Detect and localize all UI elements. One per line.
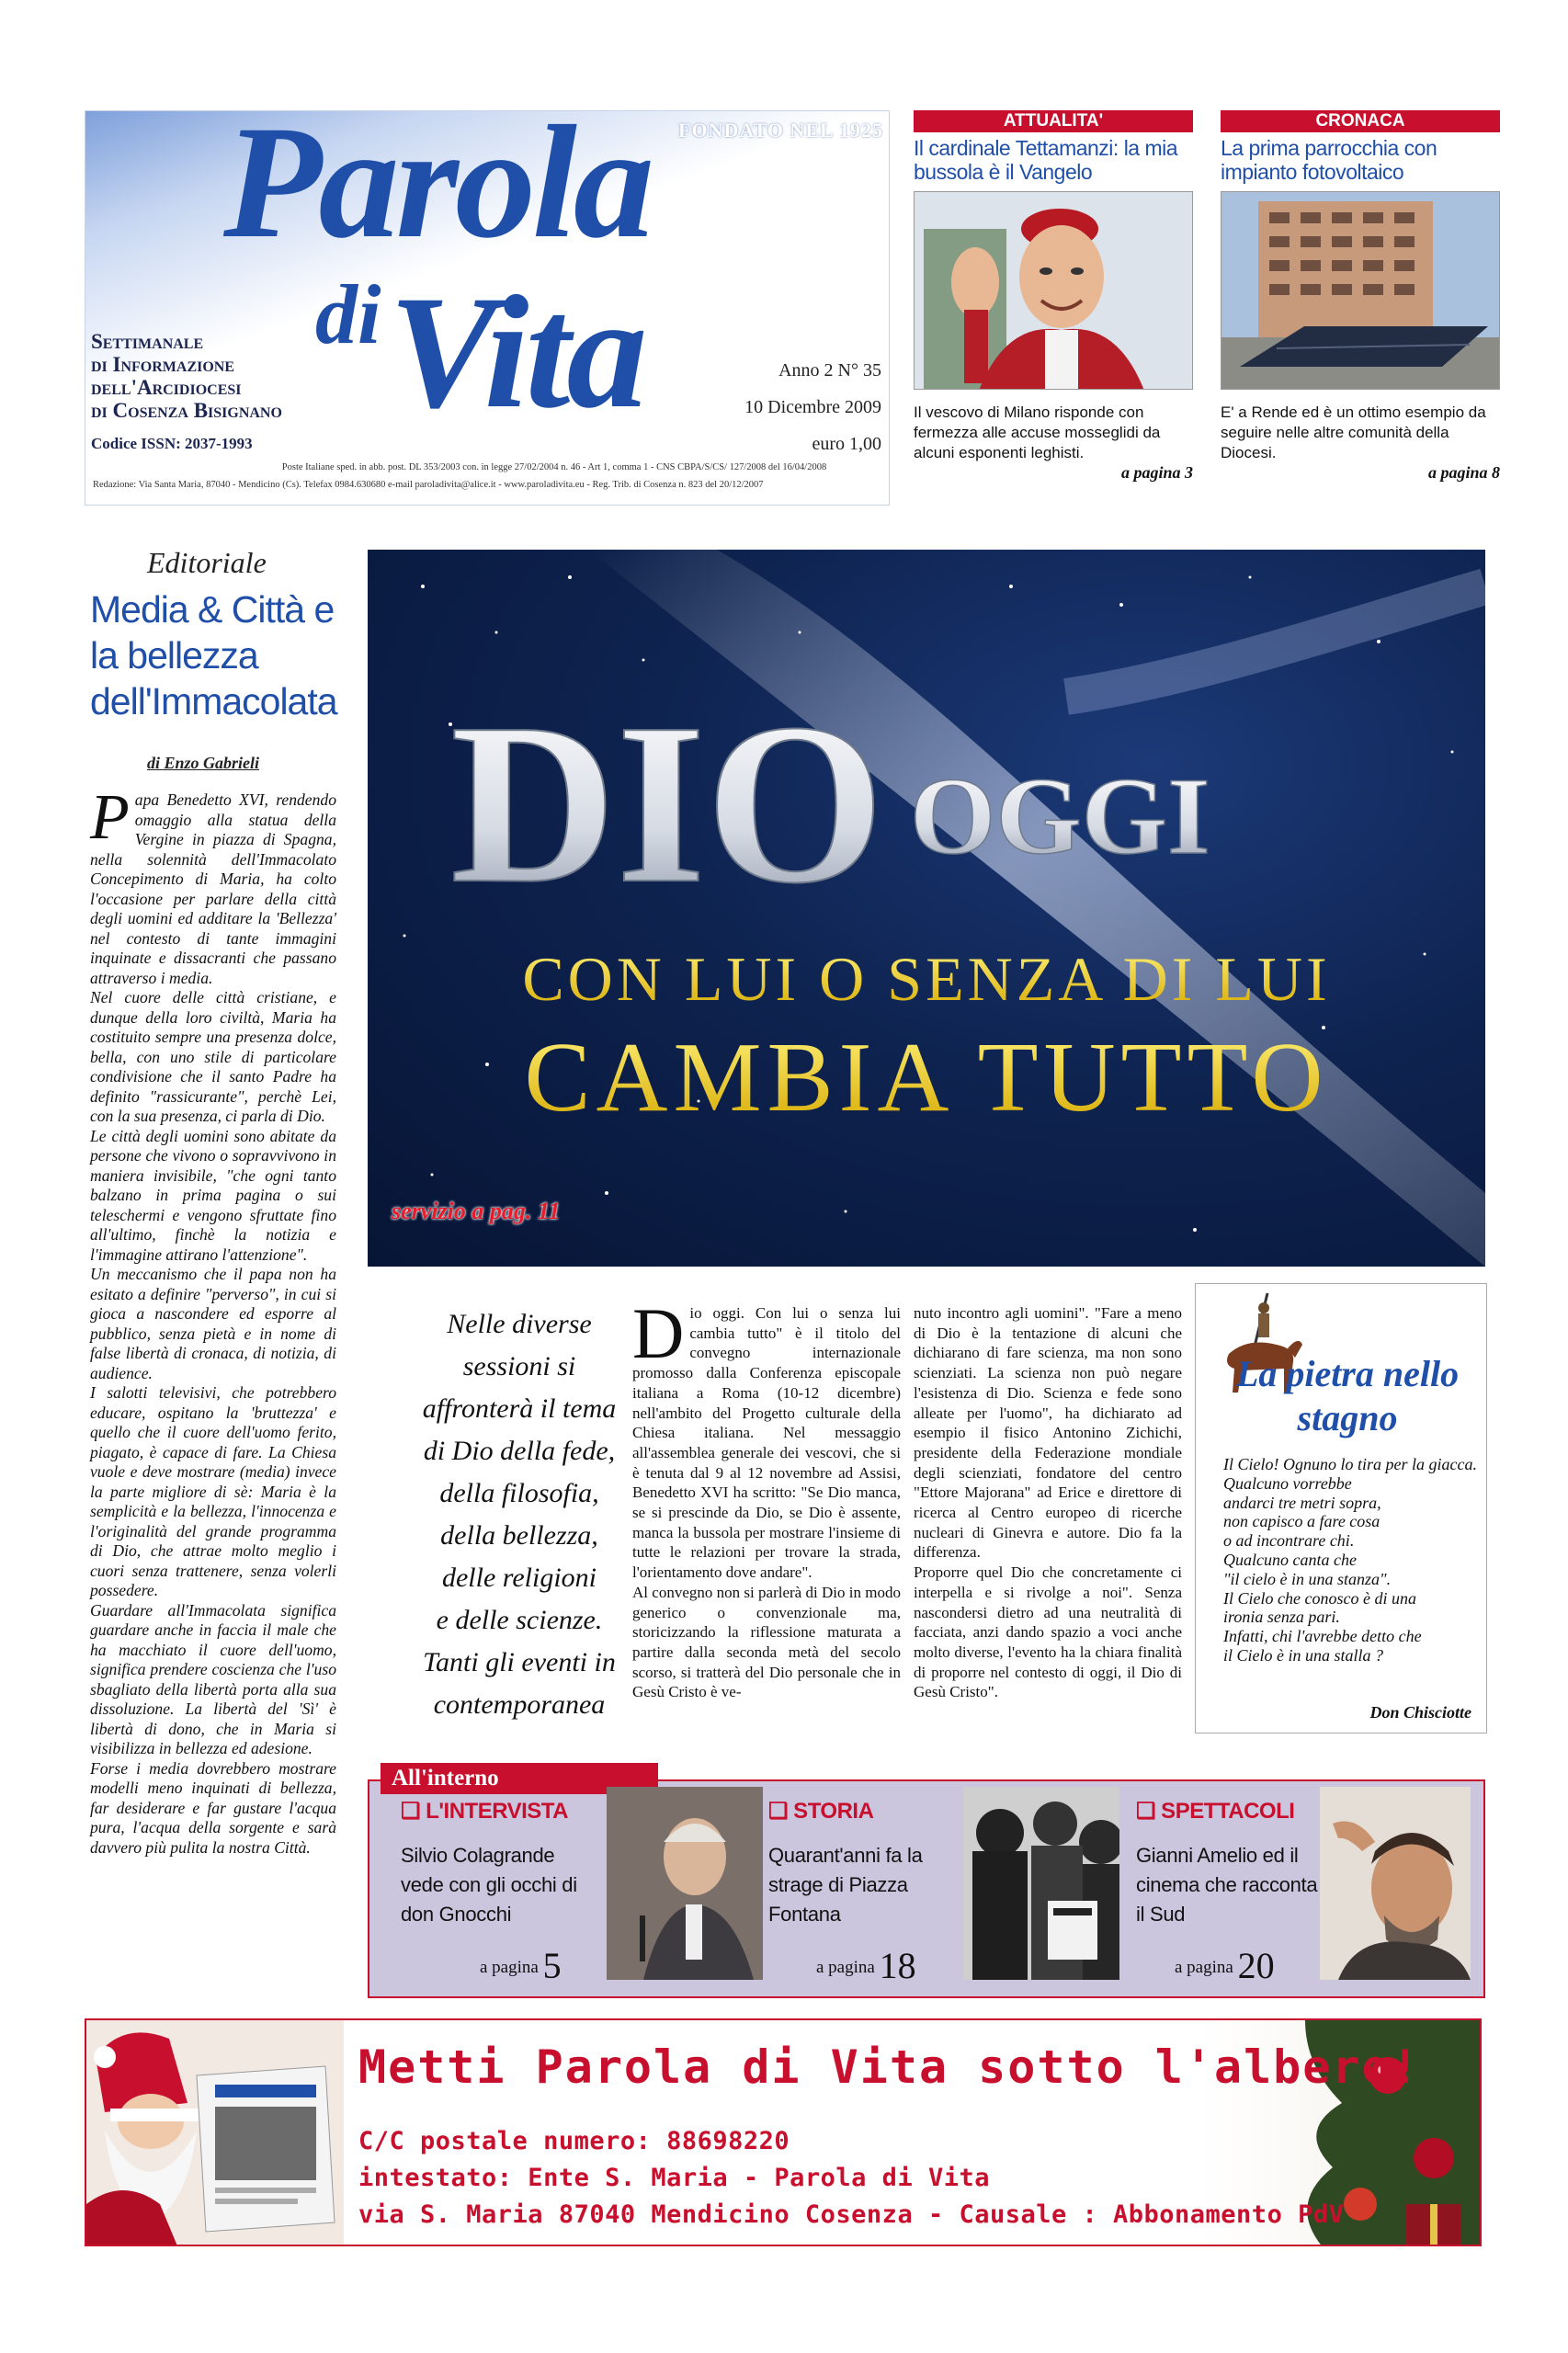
- news-title[interactable]: Il cardinale Tettamanzi: la mia bussola è il Vangelo: [914, 136, 1178, 184]
- page-ref-20[interactable]: [1175, 1944, 1275, 1987]
- pietra-signature: Don Chisciotte: [1369, 1703, 1471, 1722]
- postal-notice: Poste Italiane sped. in abb. post. DL 353/2003 con. in legge 27/02/2004 n. 46 - Art 1, comma 1 - CNS CBPA/S/CS/ 127/2008 del 16/04/2008: [281, 462, 827, 472]
- news-summary: E' a Rende ed è un ottimo esempio da seguire nelle altre comunità della Diocesi.: [1221, 404, 1486, 461]
- cardinal-illustration: [915, 192, 1193, 390]
- inside-box: [368, 1766, 1485, 1998]
- inside-tab: All'interno: [381, 1763, 658, 1794]
- banner-postal-account: C/C postale numero: 88698220: [358, 2127, 790, 2155]
- editorial-office: Redazione: Via Santa Maria, 87040 - Mendicino (Cs). Telefax 0984.630680 e-mail paroladivita@alice.it - www.paroladivita.eu - Reg. Trib. di Cosenza n. 823 del 20/12/2007: [93, 480, 764, 490]
- amelio-photo: [1320, 1787, 1471, 1980]
- pietra-title: La pietra nello stagno: [1235, 1353, 1460, 1438]
- editorial-label: Editoriale: [147, 546, 267, 579]
- pull-quote: Nelle diverse sessioni si affronterà il tema di Dio della fede, della filosofia, della bellezza, delle religioni e delle scienze. Tanti gli eventi in contemporanea: [422, 1309, 617, 1720]
- santa-newspaper-icon: [86, 2020, 344, 2246]
- subscription-banner[interactable]: [85, 2018, 1482, 2246]
- hero-line1-text: CON LUI O SENZA DI LUI: [522, 944, 1331, 1014]
- issue-info: [744, 352, 881, 462]
- banner-address: via S. Maria 87040 Mendicino Cosenza - Causale : Abbonamento PdV: [358, 2200, 1345, 2229]
- section-heading: ❑ L'INTERVISTA: [401, 1799, 569, 1824]
- cinema-illustration: [1320, 1787, 1471, 1980]
- section-bar: CRONACA: [1221, 110, 1500, 132]
- news-cronaca[interactable]: [1221, 110, 1500, 483]
- article-column-1: [632, 1293, 901, 1702]
- masthead-subtitle: [91, 330, 282, 422]
- news-summary: Il vescovo di Milano risponde con fermezza alle accuse mosseglidi da alcuni esponenti leghisti.: [914, 404, 1161, 461]
- issue-number: Anno 2 N° 35: [778, 360, 881, 381]
- news-attualita[interactable]: [914, 110, 1193, 483]
- banner-title: Metti Parola di Vita sotto l'albero!: [358, 2040, 1421, 2094]
- subtitle-line: di Cosenza Bisignano: [91, 399, 282, 422]
- page-ref[interactable]: a pagina 8: [1427, 463, 1500, 482]
- page-ref-label: a pagina: [480, 1958, 539, 1977]
- section-teaser[interactable]: Silvio Colagrande vede con gli occhi di don Gnocchi: [401, 1844, 577, 1926]
- masthead: [85, 110, 890, 506]
- history-illustration: [963, 1787, 1119, 1980]
- subtitle-line: dell'Arcidiocesi: [91, 376, 242, 399]
- cardinal-photo: [914, 191, 1193, 390]
- issue-date: 10 Dicembre 2009: [744, 397, 881, 417]
- section-heading: ❑ SPETTACOLI: [1136, 1799, 1295, 1824]
- hero-image[interactable]: [368, 550, 1485, 1267]
- page-ref-label: a pagina: [1175, 1958, 1233, 1977]
- article-column-2: nuto incontro agli uomini". "Fare a meno di Dio è la tentazione di alcuni che dichiarano di fare scienza, ma non sono scienziati. La scienza non può negare l'esistenza di Dio. Scienza e fede sono alleate per l'uomo", ha dichiarato ad esempio il fisico Antonino Zichichi, presidente della Federazione mondiale degli scienziati, fondatore del centro "Ettore Majorana" ad Erice e direttore di ricerca al Centro europeo di ricerche nucleari di Ginevra e autore. Dio fa la differenza. Proporre quel Dio che concretamente ci interpella e si rivolge a noi". Senza nascondersi dietro ad una neutralità di facciata, anzi dando spazio a voci anche molto diverse, l'evento ha la chiara finalità di proporre nel contesto di oggi, il Dio di Gesù Cristo".: [914, 1304, 1182, 1701]
- issue-price: euro 1,00: [812, 434, 881, 454]
- editorial-body: [90, 782, 336, 1858]
- editorial-author: di Enzo Gabrieli: [147, 754, 260, 772]
- section-heading: ❑ STORIA: [768, 1799, 874, 1824]
- hero-dio-text: DIO: [450, 676, 885, 931]
- parish-photo: [1221, 191, 1500, 390]
- issn-code: Codice ISSN: 2037-1993: [91, 435, 253, 452]
- piazza-fontana-photo: [963, 1787, 1119, 1980]
- hero-page-ref[interactable]: servizio a pag. 11: [392, 1198, 561, 1224]
- founded-label: FONDATO NEL 1925: [678, 119, 883, 142]
- masthead-title-di: di: [315, 267, 381, 361]
- hero-line2-text: CAMBIA TUTTO: [524, 1023, 1329, 1132]
- drop-cap: P: [90, 782, 130, 853]
- comet-sky-illustration: [368, 550, 1485, 1267]
- section-teaser[interactable]: Quarant'anni fa la strage di Piazza Fontana: [768, 1844, 923, 1926]
- masthead-title-parola: Parola: [223, 110, 651, 272]
- page-ref[interactable]: a pagina 3: [1120, 463, 1193, 482]
- banner-intestato: intestato: Ente S. Maria - Parola di Vita: [358, 2164, 990, 2192]
- page-ref-18[interactable]: [816, 1944, 916, 1987]
- page-ref-number: 20: [1237, 1945, 1275, 1986]
- section-bar: ATTUALITA': [914, 110, 1193, 132]
- pietra-box: [1195, 1283, 1487, 1733]
- section-teaser[interactable]: Gianni Amelio ed il cinema che racconta il Sud: [1136, 1844, 1318, 1926]
- page-ref-label: a pagina: [816, 1958, 875, 1977]
- editorial-title[interactable]: Media & Città e la bellezza dell'Immacolata: [90, 588, 337, 722]
- news-title[interactable]: La prima parrocchia con impianto fotovoltaico: [1221, 136, 1437, 184]
- page-ref-number: 5: [542, 1945, 562, 1986]
- parish-illustration: [1221, 192, 1500, 390]
- subtitle-line: Settimanale: [91, 330, 204, 353]
- interview-illustration: [607, 1787, 763, 1980]
- pietra-poem: Il Cielo! Ognuno lo tira per la giacca. Qualcuno vorrebbe andarci tre metri sopra, non capisco a fare cosa o ad incontrare chi. Qualcuno canta che "il cielo è in una stanza". Il Cielo che conosco è di una ironia senza pari. Infatti, chi l'avrebbe detto che il Cielo è in una stalla ?: [1223, 1455, 1477, 1665]
- editorial-text: apa Benedetto XVI, rendendo omaggio alla statua della Vergine in piazza di Spagna, nella solennità dell'Immacolato Concepimento di Maria, ha colto l'occasione per parlare della città degli uomini ed additare la 'Bellezza' nel contesto di tante immagini inquinate e dissacranti che passano attraverso i media. Nel cuore delle città cristiane, e dunque della loro civiltà, Maria ha costituito sempre una presenza dolce, bella, con uno stile di particolare condivisione che il santo Padre ha definito "rassicurante", perchè Lei, con la sua presenza, ci parla di Dio. Le città degli uomini sono abitate da persone che vivono o sopravvivono in maniera invisibile, "che ogni tanto balzano in prima pagina o sui teleschermi e vengono sfruttate fino all'ultimo, finchè la notizia e l'immagine attirano l'attenzione". Un meccanismo che il papa non ha esitato a definire "perverso", in cui si gioca a nascondere ed esporre al pubblico, senza pietà e in nome di false libertà di cronaca, di notizia, di audience. I salotti televisivi, che potrebbero educare, ospitano la 'bruttezza' e quello che il cuore dell'uomo ferito, piagato, è capace di fare. La Chiesa vuole e deve mostrare (media) invece la parte migliore di sè: Maria è la semplicità e la bellezza, l'innocenza e l'originalità del grande programma di Dio, che attrae molto meglio i cuori senza trattenere, senza volerli possedere. Guardare all'Immacolata significa guardare anche in faccia il male che ha macchiato il cuore dell'uomo, significa prendere coscienza che l'uso sbagliato della libertà porta alla sua dissoluzione. La libertà del 'Sì' è libertà di dono, che in Maria si visibilizza in bellezza ed adesione. Forse i media dovrebbero mostrare modelli meno inquinati di bellezza, far desiderare e far gustare l'acqua pura, l'acqua della sorgente e sarà davvero più pulita la nostra Città.: [90, 790, 336, 1857]
- masthead-title-vita: Vita: [389, 263, 644, 442]
- article-text: io oggi. Con lui o senza lui cambia tutto" è il titolo del convegno internazionale promosso dalla Conferenza episcopale italiana a Roma (10-12 dicembre) nell'ambito del Progetto culturale della Chiesa italiana. Nel messaggio all'assemblea generale dei vescovi, che si è tenuta dal 9 al 12 novembre ad Assisi, Benedetto XVI ha scritto: "Se Dio manca, se si prescinde da Dio, se Dio è assente, manca la bussola per mostrare l'insieme di tutte le relazioni per trovare la strada, l'orientamento dove andare". Al convegno non si parlerà di Dio in modo generico o convenzionale ma, storicizzando la riflessione maturata a partire dalla seconda metà del secolo scorso, si tratterà del Dio personale che in Gesù Cristo è ve-: [632, 1304, 901, 1701]
- page-ref-5[interactable]: [480, 1944, 562, 1987]
- colagrande-photo: [607, 1787, 763, 1980]
- subtitle-line: di Informazione: [91, 353, 235, 376]
- drop-cap: D: [632, 1293, 685, 1373]
- page-ref-number: 18: [879, 1945, 916, 1986]
- hero-oggi-text: OGGI: [910, 755, 1210, 877]
